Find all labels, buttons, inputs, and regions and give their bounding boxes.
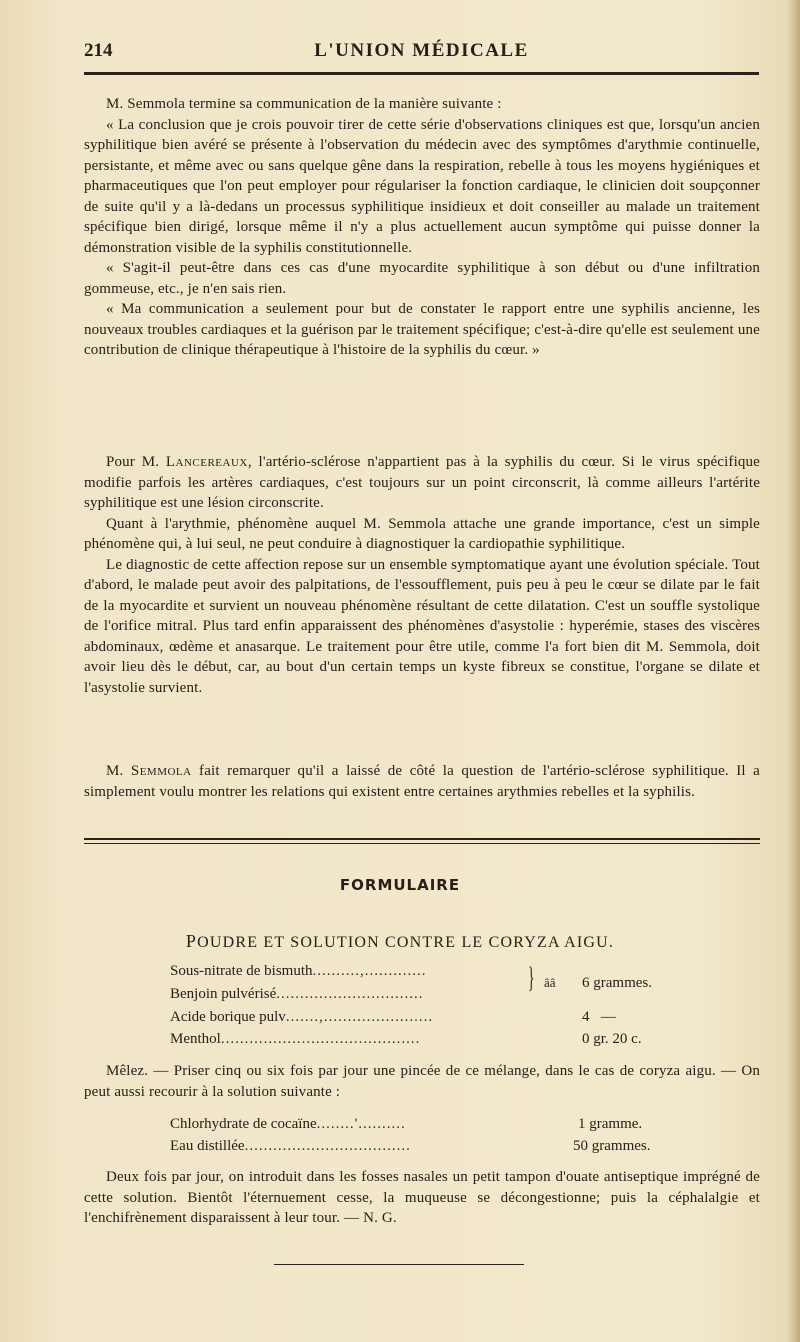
section-semmola-conclusion <box>84 94 760 361</box>
paragraph: Quant à l'arythmie, phénomène auquel M. Semmola attache une grande importance, c'est un simple phénomène qui, à lui seul, ne peut conduire à diagnostiquer la cardiopathie syphilitique. <box>84 515 760 552</box>
formulaire-heading: FORMULAIRE <box>339 876 461 894</box>
paragraph: M. Semmola fait remarquer qu'il a laissé de côté la question de l'artério-sclérose syphilitique. Il a simplement voulu montrer les relations qui existent entre certaines arythmies rebelles et la syphilis. <box>84 763 760 800</box>
paragraph: « La conclusion que je crois pouvoir tirer de cette série d'observations cliniques est que, lorsqu'un ancien syphilitique bien avéré se présente à l'observation du médecin avec des symptômes d'arythmie continuelle, persistante, et même avec ou sans quelque gêne dans la respiration, rebelle à tous les moyens hygiéniques et pharmaceutiques que l'on peut employer pour régulariser la fonction cardiaque, le clinicien doit soupçonner de suite qu'il y a là-dedans un processus syphilitique insidieux et doit conseiller au malade un traitement spécifique bien dirigé, lorsque même il n'y a plus actuellement aucun symptôme qui puisse donner la démonstration visible de la syphilis constitutionnelle. <box>84 116 760 256</box>
brace-icon: } <box>528 961 535 994</box>
recipe-instructions: Mêlez. — Priser cinq ou six fois par jour une pincée de ce mélange, dans le cas de coryza aigu. — On peut aussi recourir à la solution suivante : <box>84 1063 760 1100</box>
header-rule <box>84 72 759 75</box>
section-lancereaux <box>84 452 760 698</box>
section-divider <box>84 838 760 844</box>
ingredient-line: Chlorhydrate de cocaïne........'.......... <box>170 1116 406 1132</box>
end-rule <box>274 1264 524 1265</box>
author-name: Semmola <box>130 763 192 779</box>
shared-qty-label: ââ <box>544 975 556 990</box>
ingredient-qty: 50 grammes. <box>573 1138 651 1154</box>
page-header <box>84 40 759 70</box>
paragraph: « Ma communication a seulement pour but de constater le rapport entre une syphilis ancienne, les nouveaux troubles cardiaques et la guérison par le traitement spécifique; c'est-à-dire qu'elle est seulement une contribution de clinique thérapeutique à l'histoire de la syphilis du cœur. » <box>84 301 760 358</box>
page-spine-shadow <box>786 0 800 1342</box>
ingredient-qty: 0 gr. 20 c. <box>582 1031 642 1047</box>
section-semmola-reply <box>84 761 760 802</box>
ingredient-line: Eau distillée................................... <box>170 1138 411 1154</box>
recipe-title: POUDRE ET SOLUTION CONTRE LE CORYZA AIGU. <box>185 931 615 951</box>
shared-qty: 6 grammes. <box>582 975 652 991</box>
paragraph: Le diagnostic de cette affection repose sur un ensemble symptomatique ayant une évolution spéciale. Tout d'abord, le malade peut avoir des palpitations, de l'essoufflement, puis peu à peu le cœur se dilate par le fait de la myocardite et survient un nouveau phénomène résultant de cette dilatation. C'est un souffle systolique de l'orifice mitral. Plus tard enfin apparaissent des phénomènes d'asystolie : hyperémie, stases des viscères abdominaux, œdème et anasarque. Le traitement pour être utile, comme l'a fort bien dit M. Semmola, doit avoir lieu dès le début, car, au bout d'un certain temps un kyste fibreux se constitue, l'organe se dilate et l'asystolie survient. <box>84 556 760 696</box>
paragraph: « S'agit-il peut-être dans ces cas d'une myocardite syphilitique à son début ou d'une infiltration gommeuse, etc., je n'en sais rien. <box>84 260 760 297</box>
ingredient-line: Benjoin pulvérisé............................... <box>170 986 424 1002</box>
ingredient-line: Acide borique pulv.......,....................... <box>170 1009 434 1025</box>
ingredient-qty: 4 — <box>582 1009 616 1025</box>
running-title: L'UNION MÉDICALE <box>314 40 529 61</box>
ingredient-qty: 1 gramme. <box>578 1116 643 1132</box>
paragraph: M. Semmola termine sa communication de la manière suivante : <box>106 96 502 112</box>
page-number: 214 <box>84 40 113 61</box>
recipe-instructions: Deux fois par jour, on introduit dans les fosses nasales un petit tampon d'ouate antiseptique imprégné de cette solution. Bientôt l'éternuement cesse, la muqueuse se décongestionne; puis la céphalalgie et l'enchifrènement disparaissent à leur tour. — N. G. <box>84 1169 760 1226</box>
ingredient-line: Sous-nitrate de bismuth..........,............. <box>170 963 427 979</box>
paragraph: Pour M. Lancereaux, l'artério-sclérose n'appartient pas à la syphilis du cœur. Si le virus spécifique modifie parfois les artères cardiaques, c'est toujours sur un point circonscrit, là comme ailleurs l'artérite syphilitique est une lésion circonscrite. <box>84 454 760 511</box>
ingredient-line: Menthol.......................................... <box>170 1031 421 1047</box>
author-name: Lancereaux <box>165 454 248 470</box>
